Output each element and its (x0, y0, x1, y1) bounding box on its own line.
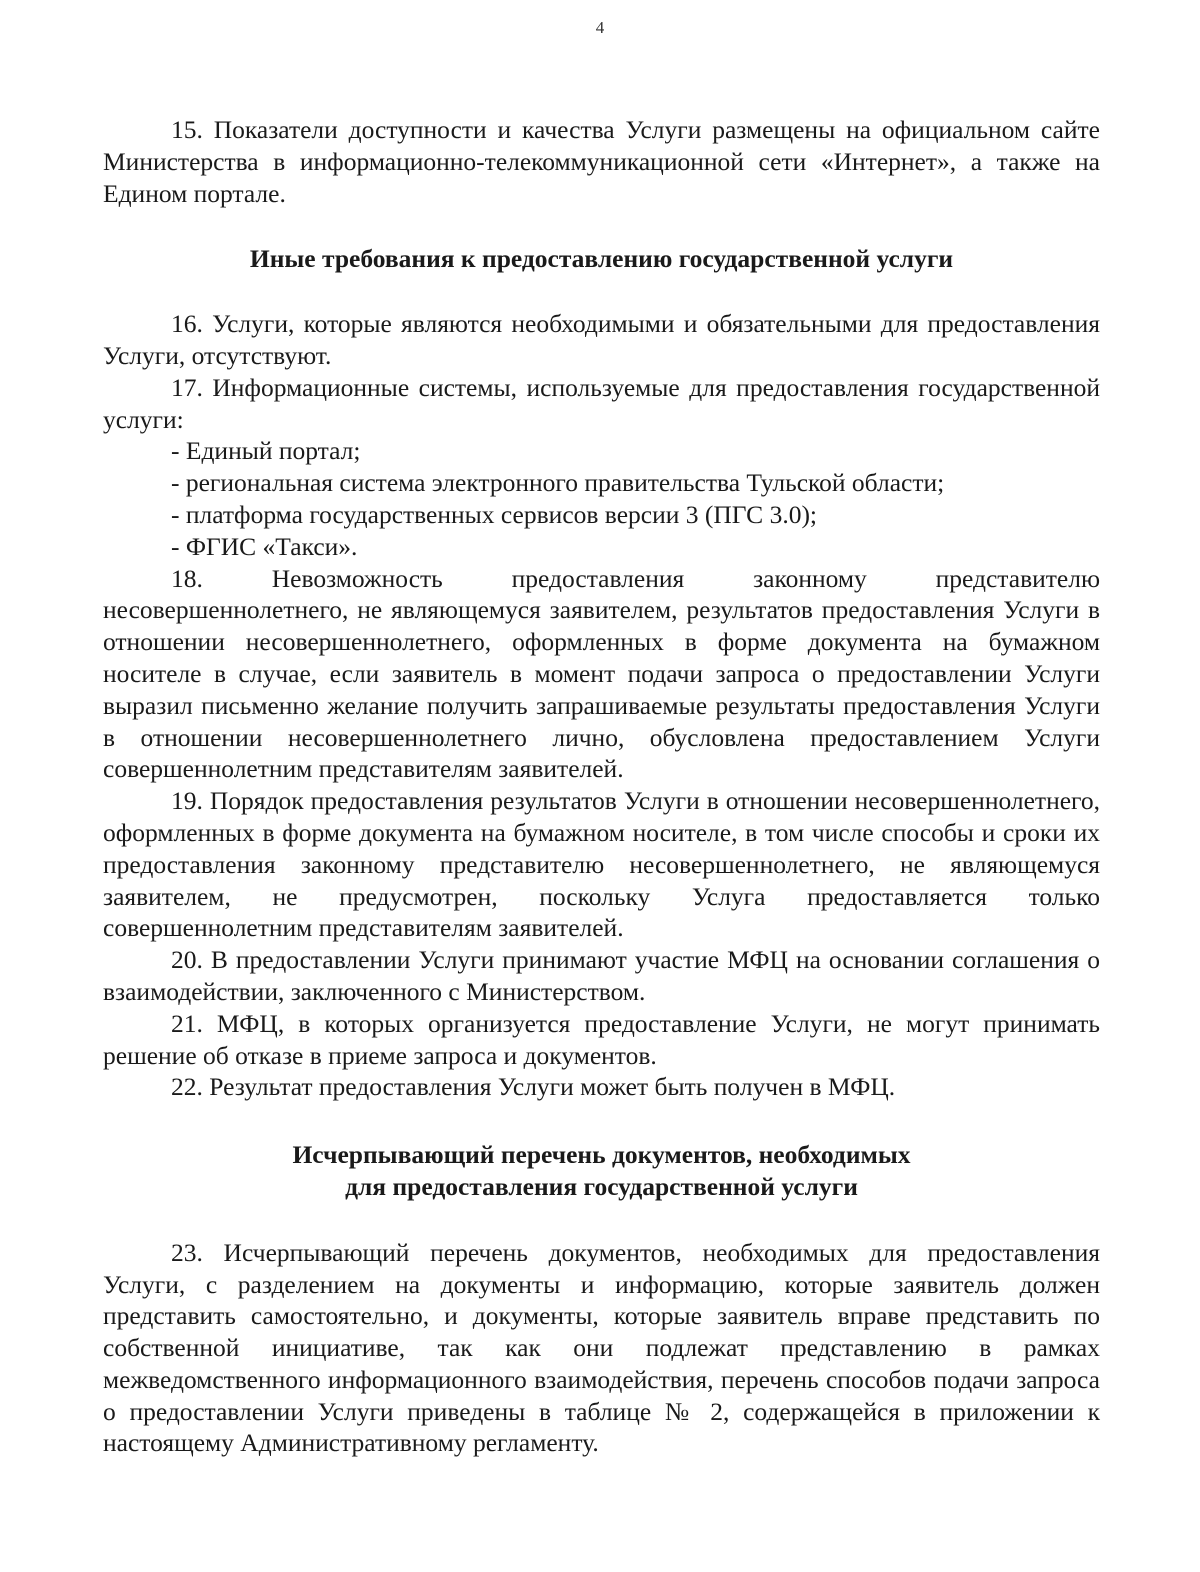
paragraph-18: 18. Невозможность предоставления законному представителю несовершеннолетнего, не являющемуся заявителем, результатов предоставления Услуги в отношении несовершеннолетнего, оформленных в форме документа на бумажном носителе в случае, если заявитель в момент подачи запроса о предоставлении Услуги выразил письменно желание получить запрашиваемые результаты предоставления Услуги в отношении несовершеннолетнего лично, обусловлена предоставлением Услуги совершеннолетним представителям заявителей. (103, 563, 1100, 784)
list-item-fgis-taxi: - ФГИС «Такси». (171, 531, 358, 561)
list-item-regional-system: - региональная система электронного правительства Тульской области; (171, 468, 945, 498)
section-heading-line-1: Исчерпывающий перечень документов, необходимых (292, 1140, 911, 1170)
paragraph-20: 20. В предоставлении Услуги принимают участие МФЦ на основании соглашения о взаимодействии, заключенного с Министерством. (103, 945, 1100, 1006)
paragraph-22: 22. Результат предоставления Услуги может быть получен в МФЦ. (171, 1072, 896, 1102)
section-heading-documents-list (103, 1139, 1100, 1203)
paragraph-17: 17. Информационные системы, используемые для предоставления государственной услуги: (103, 372, 1100, 434)
paragraph-19: 19. Порядок предоставления результатов Услуги в отношении несовершеннолетнего, оформленных в форме документа на бумажном носителе, в том числе способы и сроки их предоставления законному представителю несовершеннолетнего, не являющемуся заявителем, не предусмотрен, поскольку Услуга предоставляется только совершеннолетним представителям заявителей. (103, 786, 1100, 943)
paragraph-21: 21. МФЦ, в которых организуется предоставление Услуги, не могут принимать решение об отказе в приеме запроса и документов. (103, 1008, 1100, 1070)
paragraph-15: 15. Показатели доступности и качества Услуги размещены на официальном сайте Министерства в информационно-телекоммуникационной сети «Интернет», а также на Едином портале. (103, 115, 1100, 208)
list-item-pgs-platform: - платформа государственных сервисов версии 3 (ПГС 3.0); (171, 499, 818, 529)
paragraph-23: 23. Исчерпывающий перечень документов, необходимых для предоставления Услуги, с разделением на документы и информацию, которые заявитель должен представить самостоятельно, и документы, которые заявитель вправе представить по собственной инициативе, так как они подлежат представлению в рамках межведомственного информационного взаимодействия, перечень способов подачи запроса о предоставлении Услуги приведены в таблице № 2, содержащейся в приложении к настоящему Административному регламенту. (103, 1237, 1100, 1458)
page-number: 4 (595, 18, 605, 37)
document-body (103, 114, 1100, 1459)
paragraph-16: 16. Услуги, которые являются необходимыми и обязательными для предоставления Услуги, отсутствуют. (103, 309, 1100, 370)
list-item-unified-portal: - Единый портал; (171, 436, 361, 466)
section-heading-other-requirements: Иные требования к предоставлению государственной услуги (249, 244, 954, 274)
section-heading-line-2: для предоставления государственной услуги (345, 1171, 858, 1201)
